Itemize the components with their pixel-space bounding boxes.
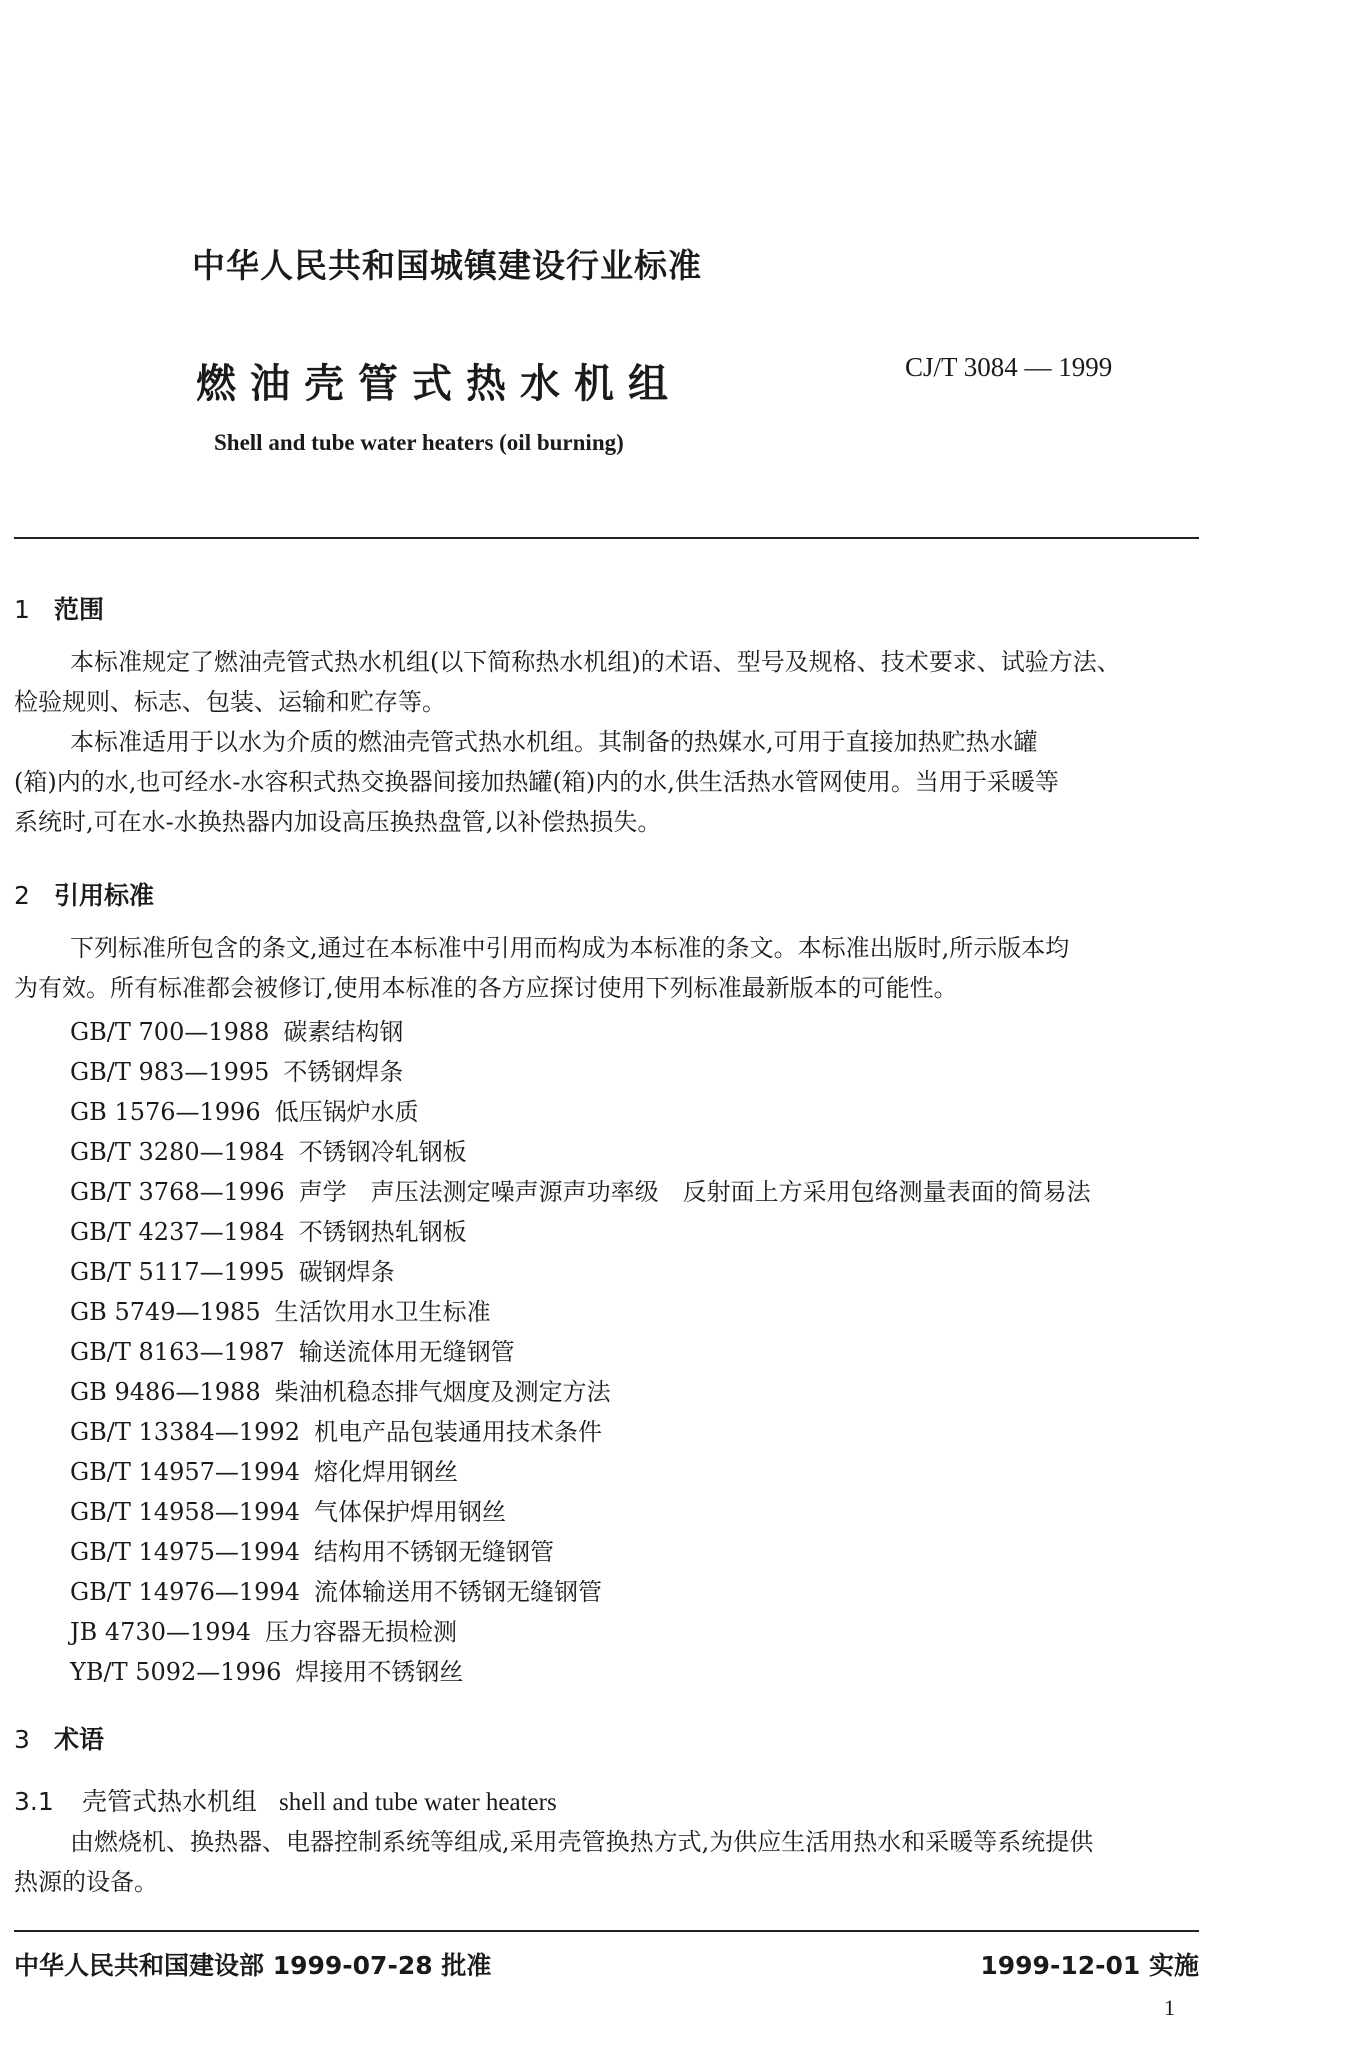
standard-category: 中华人民共和国城镇建设行业标准: [192, 246, 702, 285]
reference-code: GB 5749—1985: [70, 1298, 261, 1326]
reference-item: [70, 1452, 458, 1487]
reference-title: 不锈钢热轧钢板: [298, 1218, 467, 1246]
reference-title: 机电产品包装通用技术条件: [313, 1418, 602, 1446]
approval-statement: 中华人民共和国建设部 1999-07-28 批准: [14, 1951, 492, 1980]
section-number: 3: [14, 1725, 30, 1754]
reference-title: 气体保护焊用钢丝: [313, 1498, 506, 1526]
reference-title: 生活饮用水卫生标准: [274, 1298, 491, 1326]
reference-title: 不锈钢冷轧钢板: [298, 1138, 467, 1166]
paragraph-line: 系统时,可在水-水换热器内加设高压换热盘管,以补偿热损失。: [14, 808, 662, 836]
reference-item: [70, 1412, 602, 1447]
reference-title: 低压锅炉水质: [274, 1098, 419, 1126]
page-number: 1: [1164, 1995, 1175, 2020]
reference-code: GB/T 5117—1995: [70, 1258, 285, 1286]
section-3-heading: [14, 1720, 104, 1756]
reference-code: GB/T 983—1995: [70, 1058, 270, 1086]
header-divider: [14, 537, 1199, 539]
reference-item: [70, 1292, 491, 1327]
reference-title: 输送流体用无缝钢管: [298, 1338, 515, 1366]
reference-code: JB 4730—1994: [70, 1618, 252, 1646]
paragraph-line: 下列标准所包含的条文,通过在本标准中引用而构成为本标准的条文。本标准出版时,所示版本均: [70, 934, 1070, 962]
reference-title: 柴油机稳态排气烟度及测定方法: [274, 1378, 611, 1406]
reference-code: GB/T 13384—1992: [70, 1418, 300, 1446]
english-subtitle: Shell and tube water heaters (oil burning): [214, 430, 624, 455]
term-3-1: [14, 1782, 557, 1818]
section-title: 术语: [54, 1725, 105, 1754]
section-1-heading: [14, 590, 104, 626]
reference-item: [70, 1212, 467, 1247]
reference-item: [70, 1572, 602, 1607]
reference-item: [70, 1532, 554, 1567]
reference-item: [70, 1252, 395, 1287]
reference-item: [70, 1052, 403, 1087]
reference-code: GB/T 3768—1996: [70, 1178, 285, 1206]
section-1-paragraph-1: [14, 642, 1204, 722]
term-definition: [14, 1822, 1204, 1902]
reference-code: GB/T 3280—1984: [70, 1138, 285, 1166]
section-number: 2: [14, 881, 30, 910]
paragraph-line: 为有效。所有标准都会被修订,使用本标准的各方应探讨使用下列标准最新版本的可能性。: [14, 974, 958, 1002]
reference-item: [70, 1332, 515, 1367]
reference-title: 焊接用不锈钢丝: [295, 1658, 464, 1686]
reference-code: GB/T 14958—1994: [70, 1498, 300, 1526]
section-2-paragraph-1: [14, 928, 1204, 1008]
paragraph-line: 检验规则、标志、包装、运输和贮存等。: [14, 688, 446, 716]
reference-title: 声学 声压法测定噪声源声功率级 反射面上方采用包络测量表面的简易法: [298, 1178, 1091, 1206]
reference-code: GB 9486—1988: [70, 1378, 261, 1406]
reference-item: [70, 1492, 506, 1527]
reference-code: GB/T 14975—1994: [70, 1538, 300, 1566]
reference-title: 碳钢焊条: [298, 1258, 395, 1286]
section-1-paragraph-2: [14, 722, 1204, 842]
reference-title: 压力容器无损检测: [265, 1618, 458, 1646]
footer-divider: [14, 1930, 1199, 1932]
reference-item: [70, 1172, 1091, 1207]
reference-title: 碳素结构钢: [283, 1018, 404, 1046]
reference-code: GB/T 700—1988: [70, 1018, 270, 1046]
section-2-heading: [14, 876, 154, 912]
paragraph-line: 本标准适用于以水为介质的燃油壳管式热水机组。其制备的热媒水,可用于直接加热贮热水罐: [70, 728, 1038, 756]
reference-code: GB/T 14976—1994: [70, 1578, 300, 1606]
term-chinese: 壳管式热水机组: [82, 1787, 258, 1816]
reference-title: 流体输送用不锈钢无缝钢管: [313, 1578, 602, 1606]
reference-item: [70, 1092, 419, 1127]
paragraph-line: 热源的设备。: [14, 1868, 158, 1896]
term-english: shell and tube water heaters: [279, 1789, 557, 1816]
reference-item: [70, 1132, 467, 1167]
reference-item: [70, 1652, 463, 1687]
paragraph-line: 由燃烧机、换热器、电器控制系统等组成,采用壳管换热方式,为供应生活用热水和采暖等系统提供: [70, 1828, 1094, 1856]
reference-code: GB 1576—1996: [70, 1098, 261, 1126]
reference-title: 不锈钢焊条: [283, 1058, 404, 1086]
section-number: 1: [14, 595, 30, 624]
reference-code: GB/T 14957—1994: [70, 1458, 300, 1486]
paragraph-line: (箱)内的水,也可经水-水容积式热交换器间接加热罐(箱)内的水,供生活热水管网使用。当用于采暖等: [14, 768, 1059, 796]
document-title: 燃油壳管式热水机组: [196, 361, 682, 407]
standard-code: CJ/T 3084 — 1999: [905, 352, 1113, 382]
section-title: 范围: [54, 595, 105, 624]
paragraph-line: 本标准规定了燃油壳管式热水机组(以下简称热水机组)的术语、型号及规格、技术要求、试验方法、: [70, 648, 1121, 676]
section-title: 引用标准: [54, 881, 155, 910]
reference-item: [70, 1012, 403, 1047]
effective-date: 1999-12-01 实施: [980, 1951, 1199, 1980]
reference-code: YB/T 5092—1996: [70, 1658, 282, 1686]
reference-code: GB/T 8163—1987: [70, 1338, 285, 1366]
reference-title: 结构用不锈钢无缝钢管: [313, 1538, 554, 1566]
term-number: 3.1: [14, 1787, 54, 1816]
reference-title: 熔化焊用钢丝: [313, 1458, 458, 1486]
reference-item: [70, 1372, 611, 1407]
reference-item: [70, 1612, 457, 1647]
reference-code: GB/T 4237—1984: [70, 1218, 285, 1246]
